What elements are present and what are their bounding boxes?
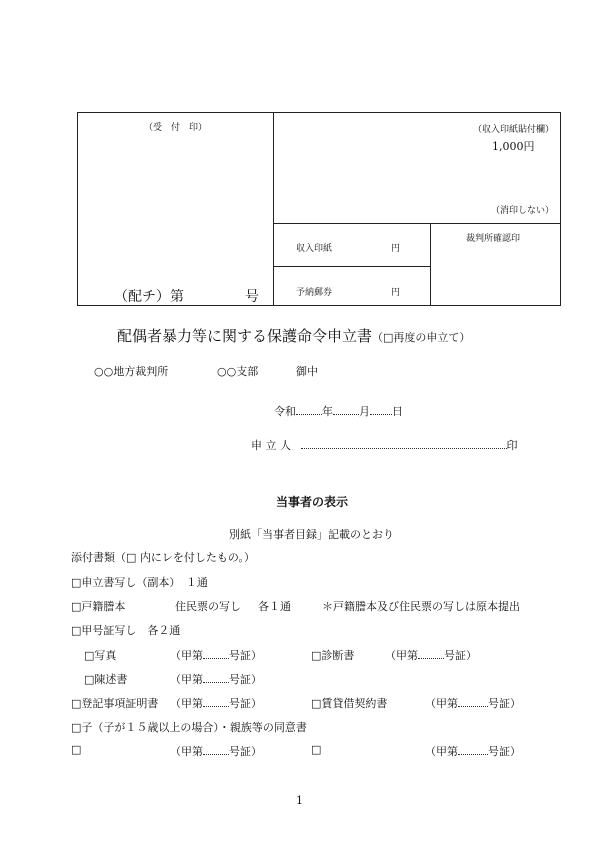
reception-stamp-label: （受 付 印） <box>144 123 208 133</box>
date-month-blank[interactable] <box>333 403 359 415</box>
attachment-child-consent: □子（子が１５歳以上の場合）・親族等の同意書 <box>71 721 307 734</box>
stamp-box-divider-v1 <box>273 113 274 305</box>
exhibit-close: 号証） <box>229 745 262 758</box>
exhibit-open: （甲第 <box>170 697 203 710</box>
attachment-resident-copy: 住民票の写し <box>175 600 241 613</box>
attachments-intro: 添付書類（□ 内にレを付したもの。） <box>71 551 255 564</box>
exhibit-open: （甲第 <box>425 745 458 758</box>
parties-heading: 当事者の表示 <box>276 495 349 509</box>
exhibit-open: （甲第 <box>385 649 418 662</box>
document-title <box>117 325 470 346</box>
exhibit-photo-blank[interactable] <box>203 647 229 659</box>
exhibit-blank1-blank[interactable] <box>203 743 229 755</box>
exhibit-open: （甲第 <box>425 697 458 710</box>
revenue-stamp-yen: 円 <box>391 244 401 254</box>
attachment-lease-contract: □賃貸借契約書 <box>311 697 388 710</box>
revenue-stamp-amount-label: 収入印紙 <box>296 244 333 254</box>
exhibit-medical-blank[interactable] <box>418 647 444 659</box>
addressee-honorific: 御中 <box>296 365 318 378</box>
revenue-stamp-field-label: （収入印紙貼付欄） <box>472 125 554 135</box>
applicant-seal: 印 <box>506 439 518 452</box>
applicant-label: 申 立 人 <box>251 439 291 452</box>
exhibit-open: （甲第 <box>170 649 203 662</box>
exhibit-lease-blank[interactable] <box>458 695 488 707</box>
exhibit-number-medical <box>385 647 477 663</box>
addressee-branch: ○○支部 <box>217 365 259 378</box>
exhibit-open: （甲第 <box>170 745 203 758</box>
attachment-blank-box-1[interactable]: □ <box>71 743 82 756</box>
attachment-each-one: 各１通 <box>258 600 291 613</box>
title-sub: （□再度の申立て） <box>372 331 471 344</box>
exhibit-close: 号証） <box>444 649 477 662</box>
attachment-exhibit-copies: □甲号証写し 各２通 <box>71 624 181 637</box>
exhibit-number-lease <box>425 695 521 711</box>
date-year: 年 <box>322 405 333 418</box>
attachment-family-register: □戸籍謄本 <box>71 600 126 613</box>
attachment-statement: □陳述書 <box>84 673 128 686</box>
exhibit-number-statement <box>170 671 262 687</box>
stamp-box-divider-v2 <box>430 223 431 305</box>
court-confirm-label: 裁判所確認印 <box>466 234 521 244</box>
stamp-box-divider-h1 <box>273 223 561 224</box>
date-era: 令和 <box>274 405 296 418</box>
attachment-photo: □写真 <box>84 649 117 662</box>
exhibit-blank2-blank[interactable] <box>458 743 488 755</box>
case-number-prefix: （配チ）第 <box>114 289 184 305</box>
attachment-copy-application: □申立書写し（副本） １通 <box>71 576 208 589</box>
date-month: 月 <box>359 405 370 418</box>
postage-label: 予納郵券 <box>296 288 333 298</box>
exhibit-close: 号証） <box>229 649 262 662</box>
no-cancel-note: （消印しない） <box>490 206 554 216</box>
date-year-blank[interactable] <box>296 403 322 415</box>
attachment-registry-cert: □登記事項証明書 <box>71 697 159 710</box>
exhibit-close: 号証） <box>488 745 521 758</box>
exhibit-registry-blank[interactable] <box>203 695 229 707</box>
parties-reference: 別紙「当事者目録」記載のとおり <box>229 528 394 541</box>
exhibit-number-blank-2 <box>425 743 521 759</box>
applicant-line <box>251 437 518 453</box>
fee-amount: 1,000円 <box>492 140 535 153</box>
page-number: 1 <box>296 794 303 807</box>
case-number-suffix: 号 <box>245 289 259 305</box>
stamp-box <box>77 112 561 306</box>
exhibit-close: 号証） <box>488 697 521 710</box>
date-day-blank[interactable] <box>370 403 392 415</box>
title-main: 配偶者暴力等に関する保護命令申立書 <box>117 327 373 345</box>
exhibit-statement-blank[interactable] <box>203 671 229 683</box>
exhibit-close: 号証） <box>229 673 262 686</box>
applicant-name-blank[interactable] <box>301 437 507 449</box>
addressee-court: ○○地方裁判所 <box>94 365 169 378</box>
postage-yen: 円 <box>391 288 401 298</box>
attachment-blank-box-2[interactable]: □ <box>311 743 322 756</box>
exhibit-number-photo <box>170 647 262 663</box>
date-day: 日 <box>392 405 403 418</box>
attachment-medical-cert: □診断書 <box>311 649 355 662</box>
exhibit-close: 号証） <box>229 697 262 710</box>
stamp-box-divider-h2 <box>273 266 431 267</box>
attachment-original-note: ＊戸籍謄本及び住民票の写しは原本提出 <box>322 600 520 613</box>
date-line <box>274 403 403 419</box>
exhibit-open: （甲第 <box>170 673 203 686</box>
exhibit-number-blank-1 <box>170 743 262 759</box>
exhibit-number-registry <box>170 695 262 711</box>
